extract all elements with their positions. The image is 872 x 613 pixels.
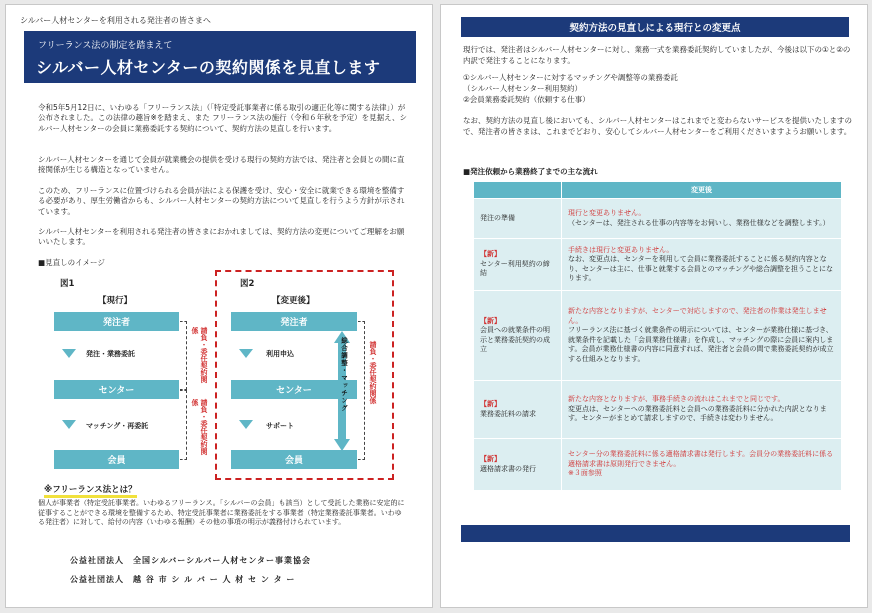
new-badge: 【新】 (480, 400, 501, 408)
note-paragraph: なお、契約方法の見直し後においても、シルバー人材センターはこれまでと変わらないサービスを提供いたしますので、発注者の皆さまは、これまでどおり、安心してシルバー人材センターをご利用くださいますようお願いします。 (463, 116, 852, 136)
header-blank-cell (474, 182, 562, 199)
row-label (474, 291, 562, 381)
paragraph-1: 令和5年5月12日に、いわゆる「フリーランス法」（「特定受託事業者に係る取引の適正化等に関する法律」）が公布されました。この法律の趣旨※を踏まえ、また フリーランス法の施行（令和６年秋を予定）を見据え、シルバー人材センターの会員に業務委託する契約について、契約方法の見直しを行います。 (38, 103, 408, 133)
flow-table (473, 181, 842, 491)
new-badge: 【新】 (480, 250, 501, 259)
fig2-relation: 請負・委任契約関係 (369, 341, 377, 404)
item-2: ②会員業務委託契約（依頼する仕事） (463, 95, 590, 104)
fig2-action-2: サポート (266, 422, 294, 430)
paragraph-2: シルバー人材センターを通じて会員が就業機会の提供を受ける現行の契約方法では、発注者と会員との間に直接関係が生じる構造となっていません。 (38, 155, 405, 175)
row-label-text: センター利用契約の締結 (480, 259, 550, 278)
fig1-orderer-box: 発注者 (54, 312, 179, 331)
row-label-text: 適格請求書の発行 (480, 464, 536, 473)
fig1-title: 【現行】 (98, 296, 133, 306)
row-highlight: 手続きは現行と変更ありません。 (568, 245, 674, 254)
fig1-arrow-icon (62, 349, 76, 358)
fig1-member-box: 会員 (54, 450, 179, 469)
fig1-label: 図1 (60, 279, 75, 289)
fig1-bracket-2 (180, 390, 187, 460)
row-highlight: 新たな内容となりますが、事務手続きの流れはこれまでと同じです。 (568, 395, 785, 404)
fig1-arrow-icon (62, 420, 76, 429)
fig1-relation-1: 請負・委任契約関係 (191, 327, 208, 383)
title-banner (24, 31, 416, 83)
fig2-bracket (358, 321, 365, 460)
row-content (562, 239, 842, 291)
row-content (562, 439, 842, 491)
table-row (474, 199, 842, 239)
fig2-arrow-icon (239, 420, 253, 429)
row-note: ※３面参照 (568, 469, 602, 478)
paragraph-3: このため、フリーランスに位置づけられる会員が法による保護を受け、安心・安全に就業できる環境を整備する必要があり、厚生労働省からも、シルバー人材センターの契約方法について見直しを行うよう方針が示されています。 (38, 186, 405, 216)
row-detail: フリーランス法に基づく就業条件の明示については、センターが業務仕様に基づき、就業条件を記載した「会員業務仕様書」を作成し、マッチングの際に会員に案内します。会員が業務仕様書の内容に同意すれば、発注者と会員の間で業務委託契約が成立する仕組みとなります。 (568, 326, 834, 363)
section-header: 契約方法の見直しによる現行との変更点 (461, 17, 849, 37)
row-highlight: 新たな内容となりますが、センターで対応しますので、発注者の作業は発生しません。 (568, 307, 827, 325)
fig2-arrow-icon (239, 349, 253, 358)
banner-title: シルバー人材センターの契約関係を見直します (36, 58, 381, 77)
row-detail: 変更点は、センターへの業務委託料と会員への業務委託料に分かれた内訳となります。センターがまとめて請求しますので、手続きは変わりません。 (568, 404, 827, 423)
new-badge: 【新】 (480, 455, 501, 463)
fig1-action-1: 発注・業務委託 (86, 350, 135, 358)
fig2-coordination-label: 総合調整・マッチング (340, 337, 348, 412)
row-label-text: 会員への就業条件の明示と業務委託契約の成立 (480, 326, 550, 353)
table-row (474, 239, 842, 291)
organization-1: 公益社団法人 全国シルバーシルバー人材センター事業協会 (70, 556, 311, 565)
row-content (562, 381, 842, 439)
table-row (474, 291, 842, 381)
intro-text: 現行では、発注者はシルバー人材センターに対し、業務一式を業務委託契約していましたが、今後は以下の①と②の内訳で発注することになります。 (463, 45, 851, 65)
item-1: ①シルバー人材センターに対するマッチングや調整等の業務委託 (463, 73, 678, 82)
row-detail: （センターは、発注される仕事の内容等をお伺いし、業務仕様などを調整します。） (568, 218, 830, 227)
page-back (440, 4, 868, 608)
row-label (474, 439, 562, 491)
organization-2: 公益社団法人 越 谷 市 シ ル バ ー 人 材 セ ン タ ー (70, 575, 296, 584)
item-1-detail: （シルバー人材センター利用契約） (463, 84, 582, 93)
row-content (562, 199, 842, 239)
fig2-action-1: 利用申込 (266, 350, 294, 358)
table-heading: ■発注依頼から業務終了までの主な流れ (463, 167, 598, 176)
header-after-change: 変更後 (562, 182, 842, 199)
row-content (562, 291, 842, 381)
fig2-orderer-box: 発注者 (231, 312, 357, 331)
row-label (474, 381, 562, 439)
footer-bar (461, 525, 850, 542)
row-detail: なお、変更点は、センターを利用して会員に業務委託することに係る契約内容となり、センターは主に、仕事と就業する会員とのマッチングや総合調整を担うことになります。 (568, 255, 833, 282)
new-badge: 【新】 (480, 316, 501, 325)
table-row (474, 439, 842, 491)
note-text: 個人が事業者（特定受託事業者。いわゆるフリーランス。「シルバーの会員」も該当）として受託した業務に安定的に従事することができる環境を整備するため、特定受託事業者に業務委託をする事業者（特定業務委託事業者。いわゆる発注者）に対して、給付の内容（いわゆる報酬）その他の事項の明示が義務付けられています。 (38, 499, 405, 526)
row-highlight: 現行と変更ありません。 (568, 209, 646, 217)
fig1-center-box: センター (54, 380, 179, 399)
row-label (474, 199, 562, 239)
paragraph-4: シルバー人材センターを利用される発注者の皆さまにおかれましては、契約方法の変更についてご理解をお願いいたします。 (38, 227, 405, 247)
fig2-label: 図2 (240, 279, 255, 289)
fig1-bracket-1 (180, 321, 187, 390)
row-label-text: 発注の準備 (480, 213, 515, 222)
note-heading: ※フリーランス法とは？ (44, 483, 137, 498)
fig2-center-box: センター (231, 380, 357, 399)
fig1-action-2: マッチング・再委託 (86, 422, 149, 430)
table-row (474, 381, 842, 439)
row-label-text: 業務委託料の請求 (480, 409, 536, 418)
row-highlight: センター分の業務委託料に係る適格請求書は発行します。会員分の業務委託料に係る適格請求書は原則発行できません。 (568, 450, 834, 468)
page-front (5, 4, 433, 608)
table-header-row (474, 182, 842, 199)
audience-tag: シルバー人材センターを利用される発注者の皆さまへ (20, 16, 211, 25)
fig1-relation-2: 請負・委任契約関係 (191, 399, 208, 455)
banner-subtitle: フリーランス法の制定を踏まえて (38, 41, 173, 51)
image-heading: ■見直しのイメージ (38, 258, 105, 267)
row-label (474, 239, 562, 291)
fig2-member-box: 会員 (231, 450, 357, 469)
fig2-title: 【変更後】 (272, 296, 315, 306)
